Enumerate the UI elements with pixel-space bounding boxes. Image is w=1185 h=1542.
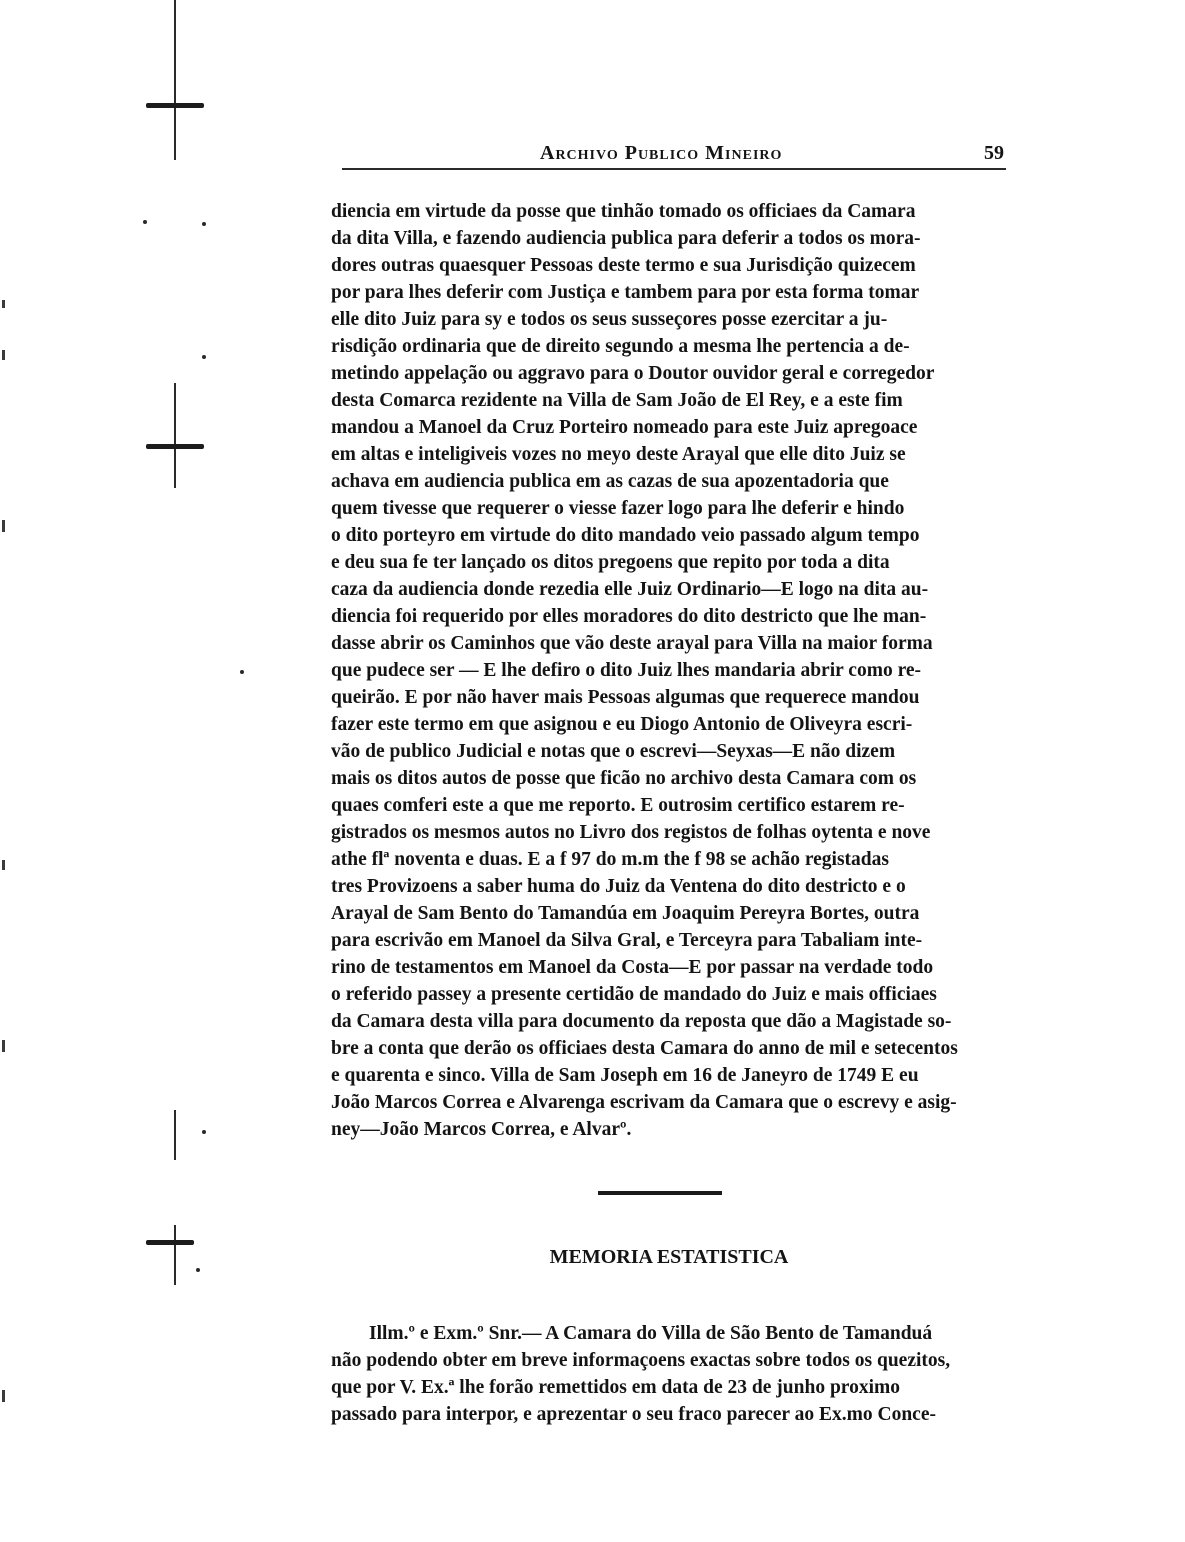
page-edge-mark — [2, 350, 5, 360]
section-divider — [598, 1191, 722, 1195]
body-text-line: para escrivão em Manoel da Silva Gral, e Terceyra para Tabaliam inte- — [331, 930, 923, 951]
body-text-line: caza da audiencia donde rezedia elle Juiz Ordinario—E logo na dita au- — [331, 579, 929, 600]
body-text-line: e quarenta e sinco. Villa de Sam Joseph em 16 de Janeyro de 1749 E eu — [331, 1065, 919, 1086]
body-text-line: por para lhes deferir com Justiça e tambem para por esta forma tomar — [331, 282, 920, 303]
page-edge-mark — [2, 1040, 5, 1052]
body-text-line: dasse abrir os Caminhos que vão deste arayal para Villa na maior forma — [331, 633, 933, 654]
binding-line-lower — [174, 1110, 176, 1160]
section-text-line: passado para interpor, e aprezentar o seu fraco parecer ao Ex.mo Conce- — [331, 1404, 936, 1425]
page-edge-mark — [2, 520, 5, 532]
section-text-block — [331, 1320, 1007, 1428]
body-text-line: o referido passey a presente certidão de mandado do Juiz e mais officiaes — [331, 984, 937, 1005]
body-text-line: diencia foi requerido por elles moradores do dito destricto que lhe man- — [331, 606, 927, 627]
margin-speck — [202, 222, 206, 226]
body-text-line: da Camara desta villa para documento da reposta que dão a Magistade so- — [331, 1011, 952, 1032]
body-text-line: achava em audiencia publica em as cazas de sua apozentadoria que — [331, 471, 889, 492]
body-text-line: ney—João Marcos Correa, e Alvarº. — [331, 1119, 632, 1140]
body-text-line: queirão. E por não haver mais Pessoas algumas que requerece mandou — [331, 687, 920, 708]
body-text-line: Arayal de Sam Bento do Tamandúa em Joaquim Pereyra Bortes, outra — [331, 903, 920, 924]
section-text-line: que por V. Ex.ª lhe forão remettidos em data de 23 de junho proximo — [331, 1377, 901, 1398]
margin-speck — [143, 220, 147, 224]
body-text-line: quem tivesse que requerer o viesse fazer logo para lhe deferir e hindo — [331, 498, 905, 519]
running-header — [342, 142, 1006, 166]
body-text-line: diencia em virtude da posse que tinhão tomado os officiaes da Camara — [331, 201, 916, 222]
body-text-line: vão de publico Judicial e notas que o escrevi—Seyxas—E não dizem — [331, 741, 896, 762]
body-text-line: elle dito Juiz para sy e todos os seus susseçores posse ezercitar a ju- — [331, 309, 888, 330]
body-text-line: quaes comferi este a que me reporto. E outrosim certifico estarem re- — [331, 795, 905, 816]
body-text-line: que pudece ser — E lhe defiro o dito Juiz lhes mandaria abrir como re- — [331, 660, 922, 681]
margin-speck — [202, 1130, 206, 1134]
page-edge-mark — [2, 300, 5, 308]
body-text-line: mais os ditos autos de posse que ficão no archivo desta Camara com os — [331, 768, 917, 789]
body-text-line: gistrados os mesmos autos no Livro dos registos de folhas oytenta e nove — [331, 822, 931, 843]
body-text-line: tres Provizoens a saber huma do Juiz da Ventena do dito destricto e o — [331, 876, 906, 897]
margin-speck — [196, 1268, 200, 1272]
body-text-line: da dita Villa, e fazendo audiencia publica para deferir a todos os mora- — [331, 228, 921, 249]
body-text-block — [331, 198, 1007, 1143]
body-text-line: metindo appelação ou aggravo para o Doutor ouvidor geral e corregedor — [331, 363, 935, 384]
body-text-line: fazer este termo em que asignou e eu Diogo Antonio de Oliveyra escri- — [331, 714, 913, 735]
page-edge-mark — [2, 1390, 5, 1402]
body-text-line: e deu sua fe ter lançado os ditos pregoens que repito por toda a dita — [331, 552, 890, 573]
body-text-line: bre a conta que derão os officiaes desta Camara do anno de mil e setecentos — [331, 1038, 958, 1059]
running-title: Archivo Publico Mineiro — [540, 142, 783, 164]
page-number: 59 — [984, 142, 1004, 164]
body-text-line: dores outras quaesquer Pessoas deste termo e sua Jurisdição quizecem — [331, 255, 916, 276]
binding-tack-bottom — [146, 1240, 194, 1245]
margin-speck — [202, 355, 206, 359]
section-heading: MEMORIA ESTATISTICA — [549, 1246, 789, 1268]
body-text-line: o dito porteyro em virtude do dito mandado veio passado algum tempo — [331, 525, 920, 546]
section-text-line: não podendo obter em breve informaçoens exactas sobre todos os quezitos, — [331, 1350, 951, 1371]
body-text-line: risdição ordinaria que de direito segundo a mesma lhe pertencia a de- — [331, 336, 910, 357]
margin-speck — [240, 670, 244, 674]
binding-tack-top — [146, 103, 204, 108]
section-text-line: Illm.º e Exm.º Snr.— A Camara do Villa de São Bento de Tamanduá — [369, 1323, 933, 1344]
body-text-line: mandou a Manoel da Cruz Porteiro nomeado para este Juiz apregoace — [331, 417, 918, 438]
binding-tack-mid — [146, 444, 204, 449]
binding-line-mid — [174, 383, 176, 488]
header-rule — [342, 168, 1006, 170]
binding-line-bottom — [174, 1225, 176, 1285]
binding-line-top — [174, 0, 176, 160]
body-text-line: rino de testamentos em Manoel da Costa—E por passar na verdade todo — [331, 957, 934, 978]
body-text-line: em altas e inteligiveis vozes no meyo deste Arayal que elle dito Juiz se — [331, 444, 906, 465]
body-text-line: João Marcos Correa e Alvarenga escrivam da Camara que o escrevy e asig- — [331, 1092, 957, 1113]
body-text-line: athe flª noventa e duas. E a f 97 do m.m the f 98 se achão registadas — [331, 849, 889, 870]
page-edge-mark — [2, 860, 5, 870]
body-text-line: desta Comarca rezidente na Villa de Sam João de El Rey, e a este fim — [331, 390, 903, 411]
